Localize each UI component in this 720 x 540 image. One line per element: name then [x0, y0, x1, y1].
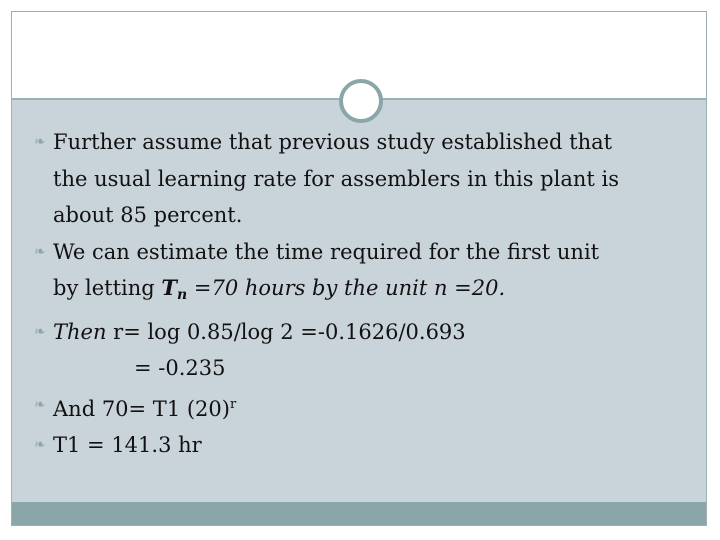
text-line: We can estimate the time required for the first unit	[53, 239, 600, 264]
curl-bullet-icon: ❧	[34, 134, 46, 150]
curl-bullet-icon: ❧	[34, 323, 46, 340]
divider-circle-ornament	[339, 79, 383, 123]
text-line: about 85 percent.	[53, 203, 243, 227]
slide-body	[34, 124, 694, 464]
variable-t: T	[161, 275, 178, 300]
text-line: Further assume that previous study established that	[53, 130, 613, 154]
text-line	[53, 314, 694, 351]
bullet-paragraph-2	[34, 234, 694, 271]
text-line	[34, 270, 694, 314]
equation-text: r= log 0.85/log 2 =-0.1626/0.693	[106, 319, 466, 344]
curl-bullet-icon: ❧	[34, 396, 46, 413]
subscript-n: n	[177, 287, 188, 303]
then-label: Then	[53, 319, 107, 344]
bullet-paragraph-3	[34, 314, 694, 351]
text-line: T1 = 141.3 hr	[53, 433, 202, 457]
text-line: = -0.235	[134, 356, 226, 380]
footer-band	[12, 502, 706, 525]
bullet-paragraph-1	[34, 124, 694, 161]
bullet-paragraph-5	[34, 427, 694, 464]
curl-bullet-icon: ❧	[34, 243, 46, 260]
text-line: the usual learning rate for assemblers in this plant is	[53, 166, 619, 191]
text-line	[53, 387, 694, 428]
equation-text: 70= T1 (20)	[95, 396, 230, 421]
bullet-paragraph-4	[34, 387, 694, 428]
superscript-r: r	[229, 396, 237, 412]
and-label: And	[53, 396, 96, 421]
text-segment: by letting	[53, 276, 162, 300]
text-segment-italic: =70 hours by the unit n =20.	[187, 276, 506, 300]
curl-bullet-icon: ❧	[34, 437, 46, 453]
